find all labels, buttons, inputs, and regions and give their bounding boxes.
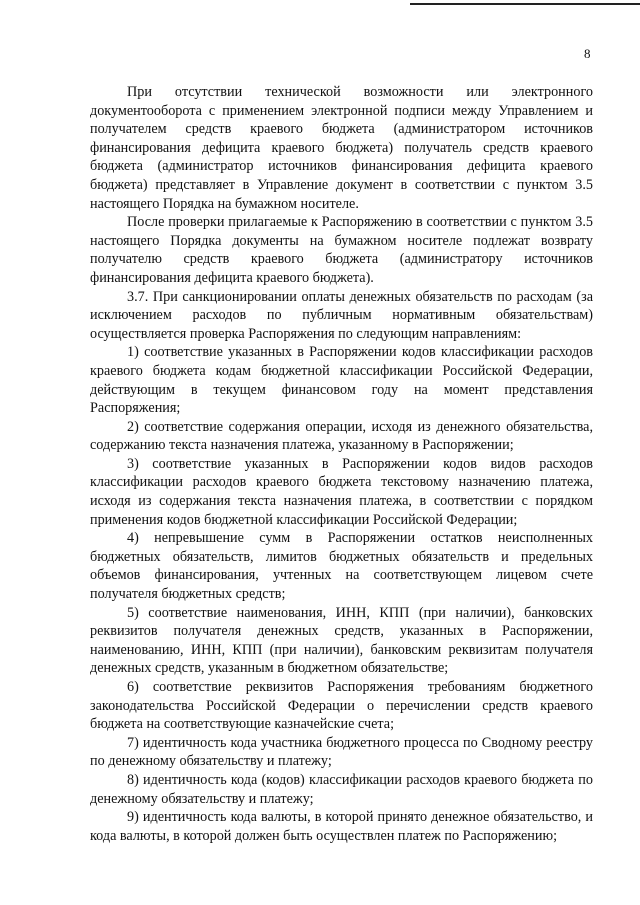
list-item-9: 9) идентичность кода валюты, в которой принято денежное обязательство, и кода валюты, в которой должен быть осуществлен платеж по Распоряжению; [90,809,593,844]
page-number: 8 [584,46,591,61]
list-item-5: 5) соответствие наименования, ИНН, КПП (при наличии), банковских реквизитов получателя денежных средств, указанных в Распоряжении, наименованию, ИНН, КПП (при наличии), банковским реквизитам получателя денежных средств, указанным в бюджетном обязательстве; [90,604,593,677]
document-body [90,83,593,845]
paragraph-return-documents: После проверки прилагаемые к Распоряжению в соответствии с пунктом 3.5 настоящего Порядка документы на бумажном носителе подлежат возврату получателю средств краевого бюджета (администратору источников финансирования дефицита краевого бюджета). [90,214,593,286]
clause-3-7: 3.7. При санкционировании оплаты денежных обязательств по расходам (за исключением расходов по публичным нормативным обязательствам) осуществляется проверка Распоряжения по следующим направлениям: [90,288,593,342]
list-item-3: 3) соответствие указанных в Распоряжении кодов видов расходов классификации расходов краевого бюджета текстовому назначению платежа, исходя из содержания текста назначения платежа, в соответствии с порядком применения кодов бюджетной классификации Российской Федерации; [90,455,593,528]
list-item-8: 8) идентичность кода (кодов) классификации расходов краевого бюджета по денежному обязательству и платежу; [90,771,593,807]
top-rule [410,3,640,5]
list-item-2: 2) соответствие содержания операции, исходя из денежного обязательства, содержанию текста назначения платежа, указанному в Распоряжении; [90,418,593,454]
list-item-4: 4) непревышение сумм в Распоряжении остатков неисполненных бюджетных обязательств, лимитов бюджетных обязательств и предельных объемов финансирования, учтенных на соответствующем лицевом счете получателя бюджетных средств; [90,530,593,603]
list-item-6: 6) соответствие реквизитов Распоряжения требованиям бюджетного законодательства Российской Федерации о перечислении средств краевого бюджета на соответствующие казначейские счета; [90,679,593,733]
paragraph-no-edo: При отсутствии технической возможности или электронного документооборота с применением электронной подписи между Управлением и получателем средств краевого бюджета (администратором источников финансирования дефицита краевого бюджета) получатель средств краевого бюджета (администратор источников финансирования дефицита краевого бюджета) представляет в Управление документ в соответствии с пунктом 3.5 настоящего Порядка на бумажном носителе. [90,84,593,212]
list-item-7: 7) идентичность кода участника бюджетного процесса по Сводному реестру по денежному обязательству и платежу; [90,734,593,770]
list-item-1: 1) соответствие указанных в Распоряжении кодов классификации расходов краевого бюджета кодам бюджетной классификации Российской Федерации, действующим в текущем финансовом году на момент представления Распоряжения; [90,344,593,417]
